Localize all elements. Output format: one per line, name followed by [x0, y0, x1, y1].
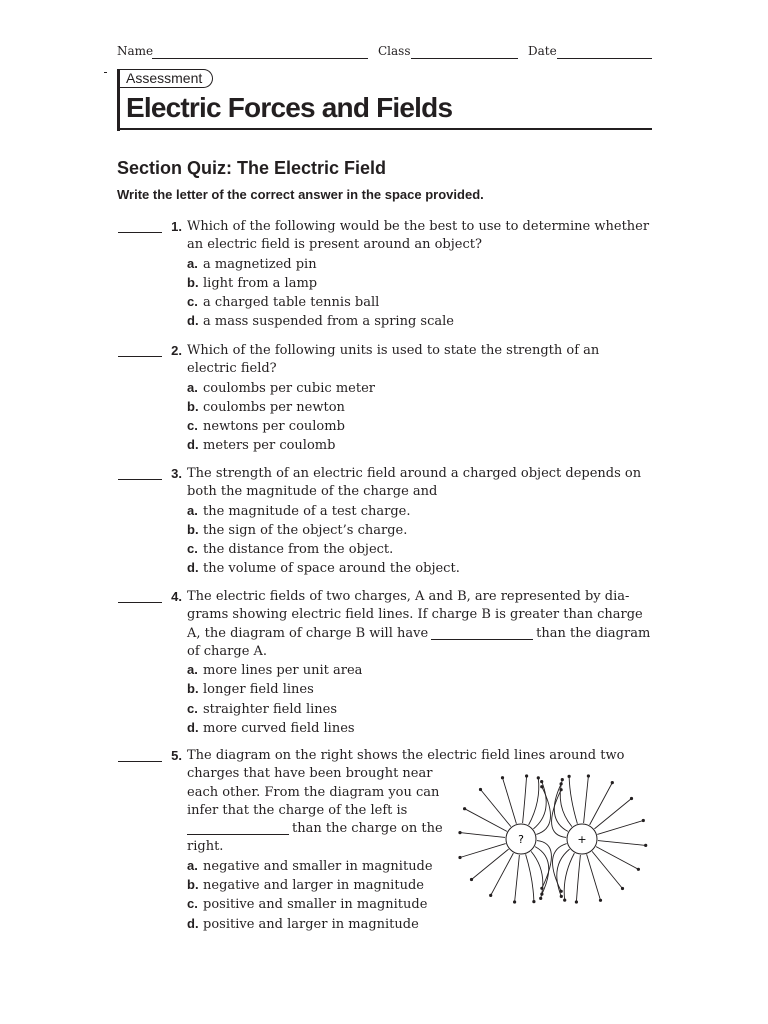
- option-letter: c.: [187, 418, 198, 434]
- option-text: a mass suspended from a spring scale: [203, 314, 454, 330]
- arrowhead: [513, 900, 516, 903]
- option-text: meters per coulomb: [203, 438, 336, 454]
- option-text: a charged table tennis ball: [203, 295, 380, 311]
- option-letter: a.: [187, 379, 198, 395]
- option-a: [187, 661, 658, 680]
- date-label: Date: [528, 44, 557, 58]
- option-text: positive and larger in magnitude: [203, 916, 419, 932]
- arrowhead: [525, 774, 528, 777]
- option-text: a magnetized pin: [203, 256, 317, 272]
- option-d: [187, 436, 658, 455]
- option-d: [187, 559, 658, 578]
- option-letter: a.: [187, 857, 198, 873]
- field-line: [526, 854, 534, 901]
- option-c: [187, 417, 658, 436]
- option-b: [187, 398, 658, 417]
- question-number: 1.: [171, 219, 182, 234]
- field-line: [557, 849, 570, 896]
- field-line: [569, 776, 577, 823]
- question-text: infer that the charge of the left is: [187, 802, 408, 818]
- option-text: straighter field lines: [203, 701, 338, 717]
- answer-blank-1[interactable]: [118, 232, 162, 233]
- option-letter: d.: [187, 720, 199, 736]
- option-text: newtons per coulomb: [203, 419, 345, 435]
- arrowhead: [532, 900, 535, 903]
- option-text: the sign of the object’s charge.: [203, 522, 408, 538]
- section-title: Section Quiz: The Electric Field: [117, 158, 387, 178]
- field-line: [503, 778, 517, 824]
- question-text: The diagram on the right shows the electric field lines around two: [187, 748, 625, 763]
- arrowhead: [501, 776, 504, 779]
- question-1: [118, 218, 658, 332]
- option-letter: b.: [187, 681, 199, 697]
- option-a: [187, 502, 658, 521]
- arrowhead: [537, 776, 540, 779]
- arrowhead: [560, 788, 563, 791]
- field-line: [472, 849, 509, 879]
- arrowhead: [560, 782, 563, 785]
- field-line: [594, 799, 631, 829]
- question-3: [118, 465, 658, 579]
- arrowhead: [630, 797, 633, 800]
- question-text: grams showing electric field lines. If charge B is greater than charge: [187, 607, 643, 623]
- option-letter: b.: [187, 398, 199, 414]
- field-line: [465, 809, 507, 832]
- question-text-with-blank: [187, 625, 658, 643]
- arrowhead: [458, 856, 461, 859]
- option-text: positive and smaller in magnitude: [203, 897, 428, 913]
- chapter-title: Electric Forces and Fields: [126, 92, 453, 123]
- question-text: The strength of an electric field around a charged object depends on: [187, 466, 642, 481]
- arrowhead: [637, 868, 640, 871]
- option-letter: d.: [187, 313, 199, 329]
- option-letter: d.: [187, 915, 199, 931]
- field-line: [590, 783, 613, 825]
- question-text: an electric field is present around an object?: [187, 237, 482, 253]
- field-line: [481, 790, 511, 827]
- blank-after-text: than the diagram: [536, 625, 651, 641]
- option-text: the volume of space around the object.: [203, 561, 460, 577]
- question-number: 5.: [171, 748, 182, 763]
- arrowhead: [540, 780, 543, 783]
- corner-mark: [104, 72, 107, 73]
- class-field[interactable]: [411, 58, 518, 59]
- question-2: [118, 342, 658, 456]
- option-letter: a.: [187, 662, 198, 678]
- arrowhead: [642, 819, 645, 822]
- assessment-tab: Assessment: [120, 69, 213, 88]
- question-text: charges that have been brought near: [187, 766, 433, 782]
- option-text: more curved field lines: [203, 721, 355, 737]
- option-letter: c.: [187, 294, 198, 310]
- option-letter: c.: [187, 896, 198, 912]
- option-d: [187, 719, 658, 738]
- arrowhead: [489, 894, 492, 897]
- option-c: [187, 700, 658, 719]
- answer-blank-5[interactable]: [118, 761, 162, 762]
- blank-after-text: than the charge on the: [292, 821, 443, 837]
- arrowhead: [644, 844, 647, 847]
- arrowhead: [575, 900, 578, 903]
- arrowhead: [587, 774, 590, 777]
- field-line: [587, 854, 601, 900]
- fill-in-blank[interactable]: [187, 834, 289, 835]
- question-number: 3.: [171, 466, 182, 481]
- question-text: Which of the following units is used to state the strength of an: [187, 343, 600, 358]
- right-charge-label: +: [577, 833, 587, 846]
- arrowhead: [463, 807, 466, 810]
- field-lines: [460, 776, 646, 902]
- option-text: negative and larger in magnitude: [203, 878, 424, 894]
- option-letter: d.: [187, 437, 199, 453]
- arrowhead: [560, 895, 563, 898]
- field-line: [596, 847, 638, 870]
- instructions: Write the letter of the correct answer in the space provided.: [117, 187, 484, 202]
- option-text: longer field lines: [203, 682, 314, 698]
- option-letter: b.: [187, 274, 199, 290]
- arrowhead: [599, 899, 602, 902]
- arrowhead: [540, 893, 543, 896]
- title-rule: [117, 128, 652, 130]
- question-text: each other. From the diagram you can: [187, 784, 440, 800]
- field-line: [460, 833, 505, 838]
- fill-in-blank[interactable]: [431, 639, 533, 640]
- question-text: both the magnitude of the charge and: [187, 484, 438, 500]
- class-label: Class: [378, 44, 411, 58]
- name-field[interactable]: [152, 58, 368, 59]
- left-charge-label: ?: [518, 833, 524, 846]
- option-letter: a.: [187, 502, 198, 518]
- option-d: [187, 915, 658, 934]
- answer-blank-2[interactable]: [118, 356, 162, 357]
- arrowhead: [540, 887, 543, 890]
- option-a: [187, 379, 658, 398]
- option-text: the magnitude of a test charge.: [203, 503, 411, 519]
- question-text: electric field?: [187, 361, 277, 377]
- arrowhead: [479, 788, 482, 791]
- option-letter: a.: [187, 255, 198, 271]
- answer-blank-4[interactable]: [118, 602, 162, 603]
- arrowhead: [561, 778, 564, 781]
- option-c: [187, 540, 658, 559]
- question-text: of charge A.: [187, 643, 268, 659]
- answer-blank-3[interactable]: [118, 479, 162, 480]
- option-text: more lines per unit area: [203, 663, 363, 679]
- date-field[interactable]: [557, 58, 652, 59]
- question-number: 2.: [171, 343, 182, 358]
- field-line: [584, 776, 589, 823]
- question-text: The electric fields of two charges, A and B, are represented by dia-: [187, 589, 630, 604]
- option-text: light from a lamp: [203, 275, 318, 291]
- name-label: Name: [117, 44, 154, 58]
- field-line: [564, 853, 574, 900]
- option-text: coulombs per cubic meter: [203, 380, 375, 396]
- question-number: 4.: [171, 589, 182, 604]
- field-line: [533, 782, 546, 829]
- question-text: Which of the following would be the best to use to determine whether: [187, 219, 650, 234]
- question-text: right.: [187, 839, 224, 855]
- option-letter: b.: [187, 521, 199, 537]
- field-line: [523, 776, 527, 823]
- arrowhead: [539, 897, 542, 900]
- option-b: [187, 274, 658, 293]
- question-4: [118, 588, 658, 738]
- arrowhead: [611, 781, 614, 784]
- field-line: [592, 851, 622, 888]
- arrowhead: [563, 899, 566, 902]
- option-d: [187, 312, 658, 331]
- blank-before-text: A, the diagram of charge B will have: [187, 625, 429, 641]
- option-letter: b.: [187, 877, 199, 893]
- arrowhead: [540, 785, 543, 788]
- arrowhead: [458, 831, 461, 834]
- option-text: negative and smaller in magnitude: [203, 858, 433, 874]
- option-c: [187, 293, 658, 312]
- option-text: the distance from the object.: [203, 542, 394, 558]
- field-line: [576, 855, 580, 902]
- option-letter: d.: [187, 560, 199, 576]
- field-line: [491, 853, 514, 895]
- field-line: [597, 821, 643, 835]
- arrowhead: [568, 775, 571, 778]
- field-line: [529, 778, 539, 825]
- field-line: [460, 844, 506, 858]
- arrowhead: [560, 890, 563, 893]
- arrowhead: [621, 887, 624, 890]
- field-lines-diagram: [458, 774, 648, 904]
- field-line: [598, 841, 646, 846]
- option-text: coulombs per newton: [203, 399, 345, 415]
- option-letter: c.: [187, 541, 198, 557]
- field-line: [515, 855, 520, 902]
- option-b: [187, 680, 658, 699]
- option-letter: c.: [187, 700, 198, 716]
- arrowhead: [470, 878, 473, 881]
- option-a: [187, 255, 658, 274]
- option-b: [187, 521, 658, 540]
